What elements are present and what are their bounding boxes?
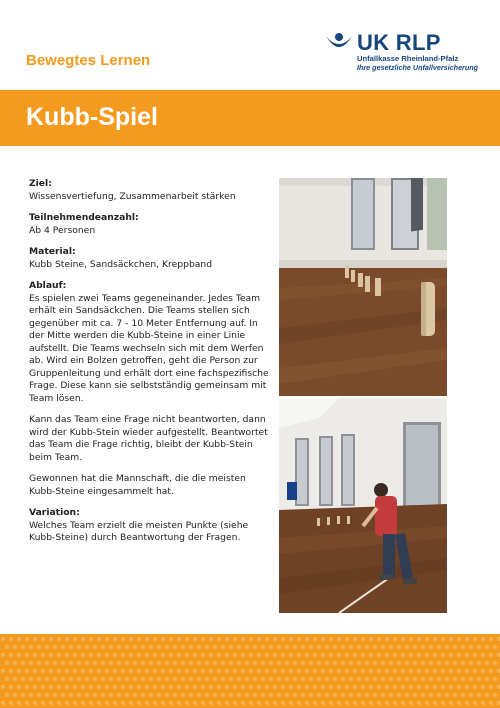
section-text: Es spielen zwei Teams gegeneinander. Jedes Team erhält ein Sandsäckchen. Die Teams stellen sich gegenüber mit ca. 7 - 10 Meter Entfernung auf. In der Mitte werden die Kubb-Steine in einer Linie aufstellt. Die Teams wechseln sich mit dem Werfen ab. Wird ein Bolzen getroffen, geht die Person zur Gruppenleitung und erhält dort eine fachspezifische Frage. Diese kann sie selbstständig gemeinsam mit Team lösen. [29,292,269,404]
uk-rlp-logo [324,30,479,74]
series-label: Bewegtes Lernen [26,52,151,69]
photo-kubb-throw [279,398,447,613]
section-text: Ab 4 Personen [29,224,96,236]
section-heading: Variation: [29,507,80,518]
logo-tagline: Ihre gesetzliche Unfallversicherung [357,63,479,72]
logo-subtitle: Unfallkasse Rheinland-Pfalz [357,54,459,63]
dot-pattern [0,634,500,708]
section-text: Kubb Steine, Sandsäckchen, Kreppband [29,258,213,270]
section-text: Kann das Team eine Frage nicht beantworten, dann wird der Kubb-Stein wieder aufgestellt. Beantwortet das Team die Frage richtig, bleibt der Kubb-Stein beim Team. [29,414,268,463]
footer-band [0,634,500,708]
section-text: Welches Team erzielt die meisten Punkte (siehe Kubb-Steine) durch Beantwortung der Fragen. [29,519,249,543]
section-ziel [29,178,269,203]
section-ablauf [29,280,269,498]
main-content [29,178,269,554]
section-material [29,246,269,271]
photo-kubb-setup [279,178,447,396]
section-heading: Material: [29,246,76,257]
logo-mark-icon [324,32,354,54]
logo-brand: UK RLP [357,30,441,55]
section-heading: Teilnehmendeanzahl: [29,212,139,223]
section-text: Gewonnen hat die Mannschaft, die die meisten Kubb-Steine eingesammelt hat. [29,473,246,497]
section-text: Wissensvertiefung, Zusammenarbeit stärken [29,190,236,202]
section-heading: Ziel: [29,178,52,189]
section-heading: Ablauf: [29,280,67,291]
section-variation [29,507,269,545]
page-title: Kubb-Spiel [26,103,158,131]
title-banner [0,90,500,146]
section-teilnehmende [29,212,269,237]
